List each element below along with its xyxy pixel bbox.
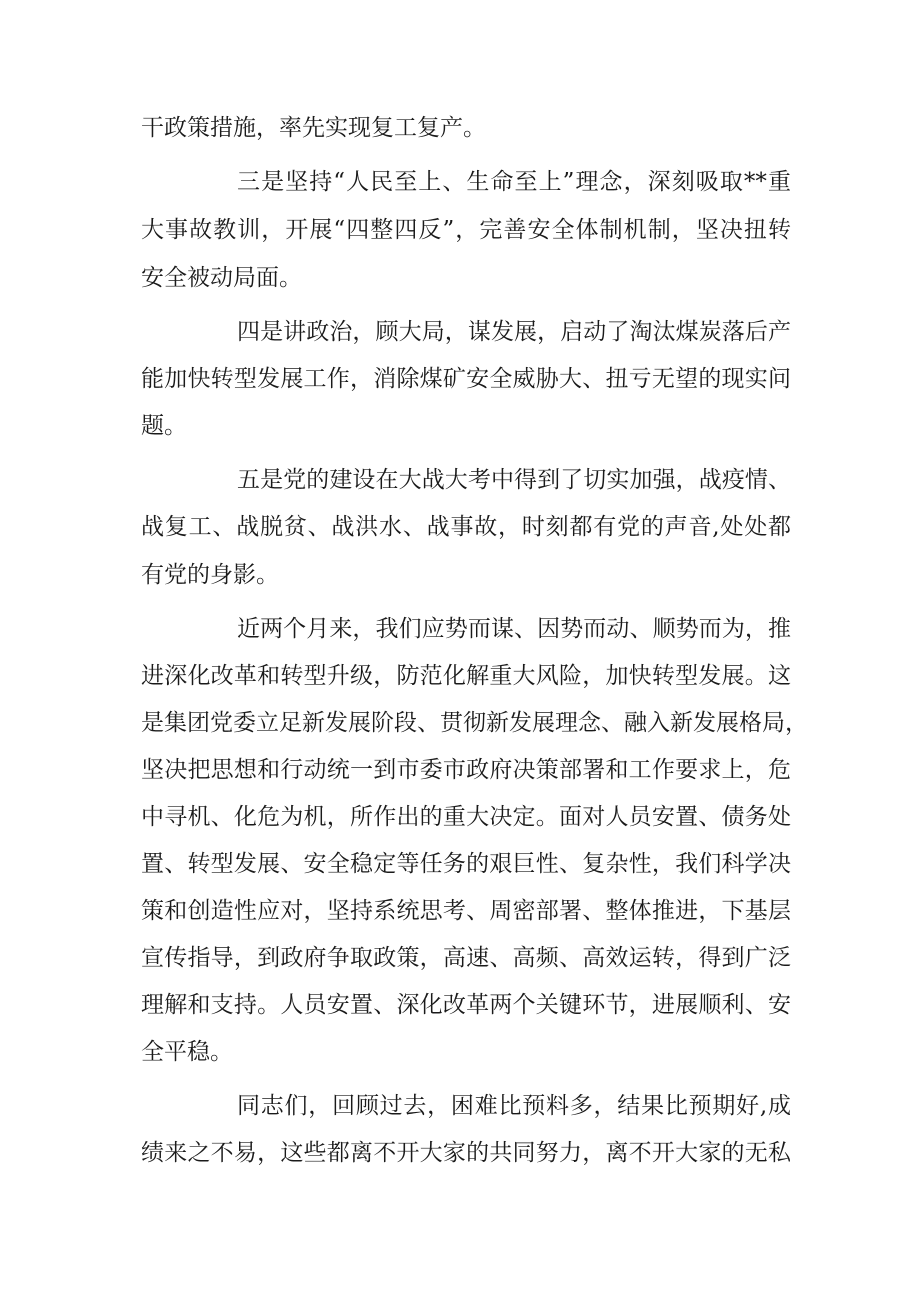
paragraph-4-line-3: 坚决把思想和行动统一到市委市政府决策部署和工作要求上，危	[141, 757, 791, 783]
paragraph-4-line-9: 全平稳。	[141, 1039, 233, 1065]
paragraph-4-line-2: 是集团党委立足新发展阶段、贯彻新发展理念、融入新发展格局，	[141, 710, 808, 736]
paragraph-4-line-7: 宣传指导，到政府争取政策，高速、高频、高效运转，得到广泛	[141, 945, 791, 971]
paragraph-4-line-4: 中寻机、化危为机，所作出的重大决定。面对人员安置、债务处	[141, 804, 791, 830]
paragraph-5-line-1: 绩来之不易，这些都离不开大家的共同努力，离不开大家的无私	[141, 1140, 791, 1166]
paragraph-4-line-6: 策和创造性应对，坚持系统思考、周密部署、整体推进，下基层	[141, 898, 791, 924]
paragraph-2-line-1: 能加快转型发展工作，消除煤矿安全威胁大、扭亏无望的现实问	[141, 366, 791, 392]
paragraph-2-line-2: 题。	[141, 413, 187, 439]
paragraph-5-line-0: 同志们，回顾过去，困难比预料多，结果比预期好,成	[237, 1093, 791, 1119]
paragraph-2-line-0: 四是讲政治，顾大局，谋发展，启动了淘汰煤炭落后产	[237, 319, 791, 345]
paragraph-4-line-0: 近两个月来，我们应势而谋、因势而动、顺势而为，推	[237, 616, 791, 642]
paragraph-1-line-2: 安全被动局面。	[141, 265, 302, 291]
paragraph-3-line-0: 五是党的建设在大战大考中得到了切实加强，战疫情、	[237, 467, 791, 493]
paragraph-4-line-1: 进深化改革和转型升级，防范化解重大风险，加快转型发展。这	[141, 663, 791, 689]
paragraph-4-line-8: 理解和支持。人员安置、深化改革两个关键环节，进展顺利、安	[141, 992, 791, 1018]
paragraph-1-line-0: 三是坚持“人民至上、生命至上”理念，深刻吸取**重	[237, 169, 791, 195]
paragraph-3-line-1: 战复工、战脱贫、战洪水、战事故，时刻都有党的声音,处处都	[141, 514, 791, 540]
paragraph-1-line-1: 大事故教训，开展“四整四反”，完善安全体制机制，坚决扭转	[141, 217, 791, 243]
paragraph-0-line-0: 干政策措施，率先实现复工复产。	[141, 115, 486, 141]
paragraph-4-line-5: 置、转型发展、安全稳定等任务的艰巨性、复杂性，我们科学决	[141, 851, 791, 877]
paragraph-3-line-2: 有党的身影。	[141, 562, 279, 588]
